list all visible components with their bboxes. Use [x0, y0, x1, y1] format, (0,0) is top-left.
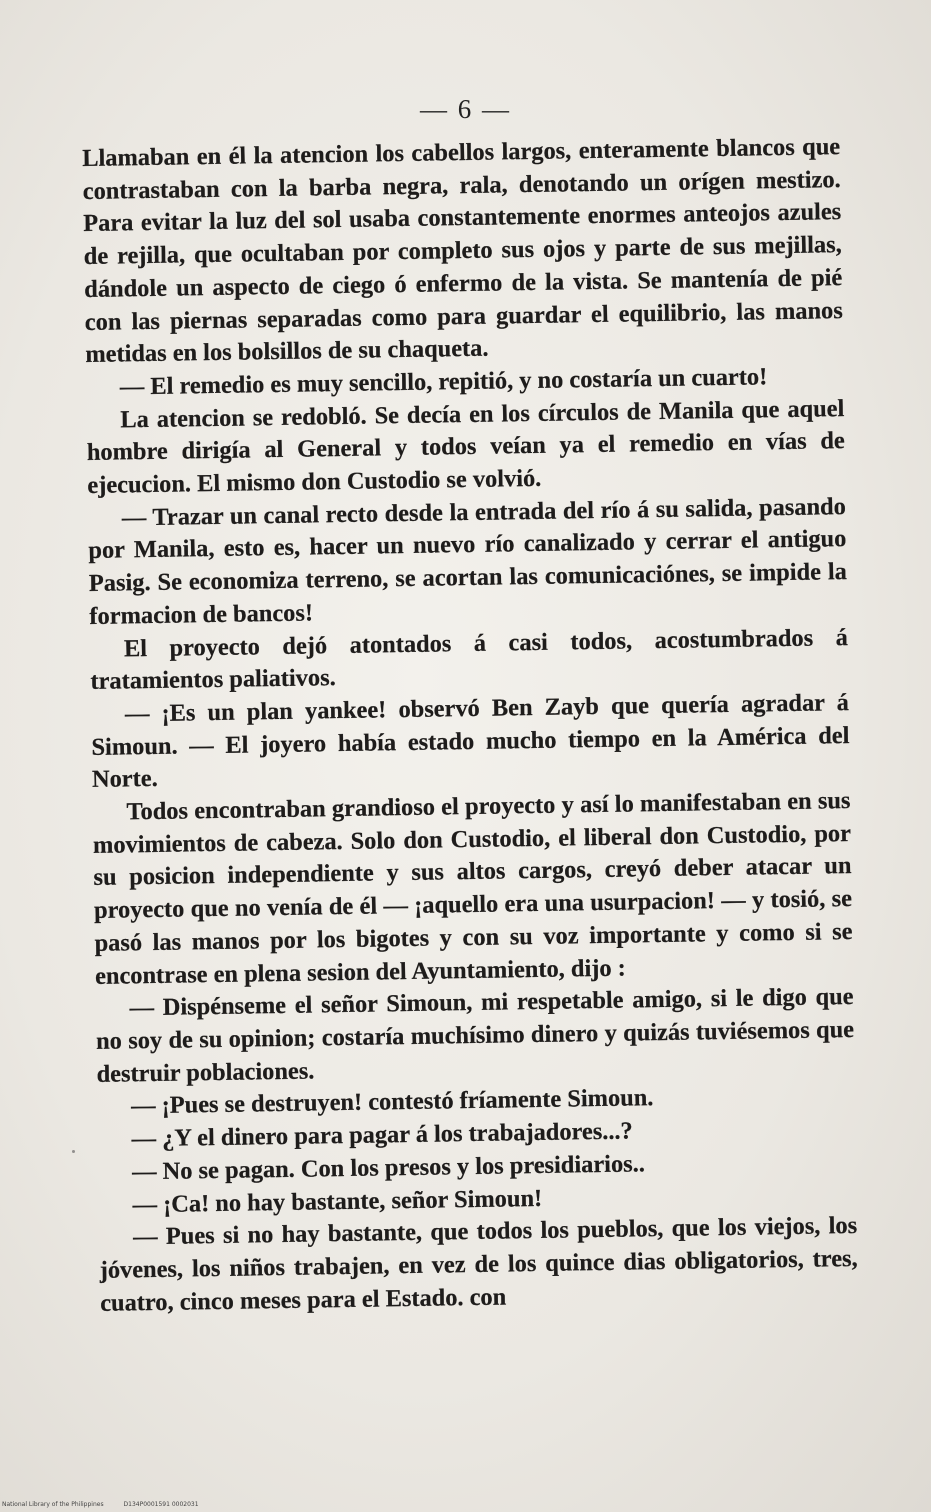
paragraph: Llamaban en él la atencion los cabellos largos, enteramente blancos que contrastaban con la barba negra, rala, denotando un orígen mestizo. Para evitar la luz del sol usaba constantemente enormes anteojos azules de rejilla, que ocultaban por completo sus ojos y parte de sus mejillas, dándole un aspecto de ciego ó enfermo de la vista. Se mantenía de pié con las piernas separadas como para guardar el equilibrio, las manos metidas en los bolsillos de su chaqueta.	[82, 133, 843, 369]
paragraph: — ¡Pues se destruyen! contestó fríamente Simoun.	[130, 1084, 654, 1120]
paragraph: Todos encontraban grandioso el proyecto y así lo manifestaban en sus movimientos de cabeza. Solo don Custodio, el liberal don Custodio, por su posicion independiente y sus altos cargos, creyó deber atacar un proyecto que no venía de él — ¡aquello era una usurpacion! — y tosió, se pasó las manos por los bigotes y con su voz importante y como si se encontrase en plena sesion del Ayuntamiento, dijo :	[92, 787, 853, 990]
page-number: — 6 —	[420, 94, 511, 124]
paragraph: — No se pagan. Con los presos y los presidiarios..	[131, 1150, 646, 1186]
footer-library: National Library of the Philippines	[2, 1501, 104, 1508]
paragraph: — El remedio es muy sencillo, repitió, y no costaría un cuarto!	[119, 363, 768, 401]
paragraph: — ¡Ca! no hay bastante, señor Simoun!	[132, 1184, 543, 1218]
paragraph: — ¡Es un plan yankee! observó Ben Zayb que quería agradar á Simoun. — El joyero había estado mucho tiempo en la América del Norte.	[91, 688, 850, 794]
paragraph: — Dispénseme el señor Simoun, mi respetable amigo, si le digo que no soy de su opinion; costaría muchísimo dinero y quizás tuviésemos que destruir poblaciones.	[95, 983, 855, 1088]
footer-identifier: D134P0001591 0002031	[123, 1501, 199, 1508]
paragraph: La atencion se redobló. Se decía en los círculos de Manila que aquel hombre dirigía al General y todos veían ya el remedio en vías de ejecucion. El mismo don Custodio se volvió.	[86, 394, 845, 499]
paragraph: — Pues si no hay bastante, que todos los pueblos, que los viejos, los jóvenes, los niños trabajen, en vez de los quince dias obligatorios, tres, cuatro, cinco meses para el Estado. con	[99, 1212, 858, 1317]
scan-speck	[72, 1150, 75, 1153]
paragraph: — ¿Y el dinero para pagar á los trabajadores...?	[131, 1117, 633, 1153]
paragraph: — Trazar un canal recto desde la entrada del río á su salida, pasando por Manila, esto es, hacer un nuevo río canalizado y cerrar el antiguo Pasig. Se economiza terreno, se acortan las comunicaciónes, se impide la formacion de bancos!	[88, 492, 848, 630]
body-text	[82, 131, 858, 1320]
paragraph: El proyecto dejó atontados á casi todos, acostumbrados á tratamientos paliativos.	[90, 623, 849, 696]
scan-footer	[2, 1501, 217, 1508]
